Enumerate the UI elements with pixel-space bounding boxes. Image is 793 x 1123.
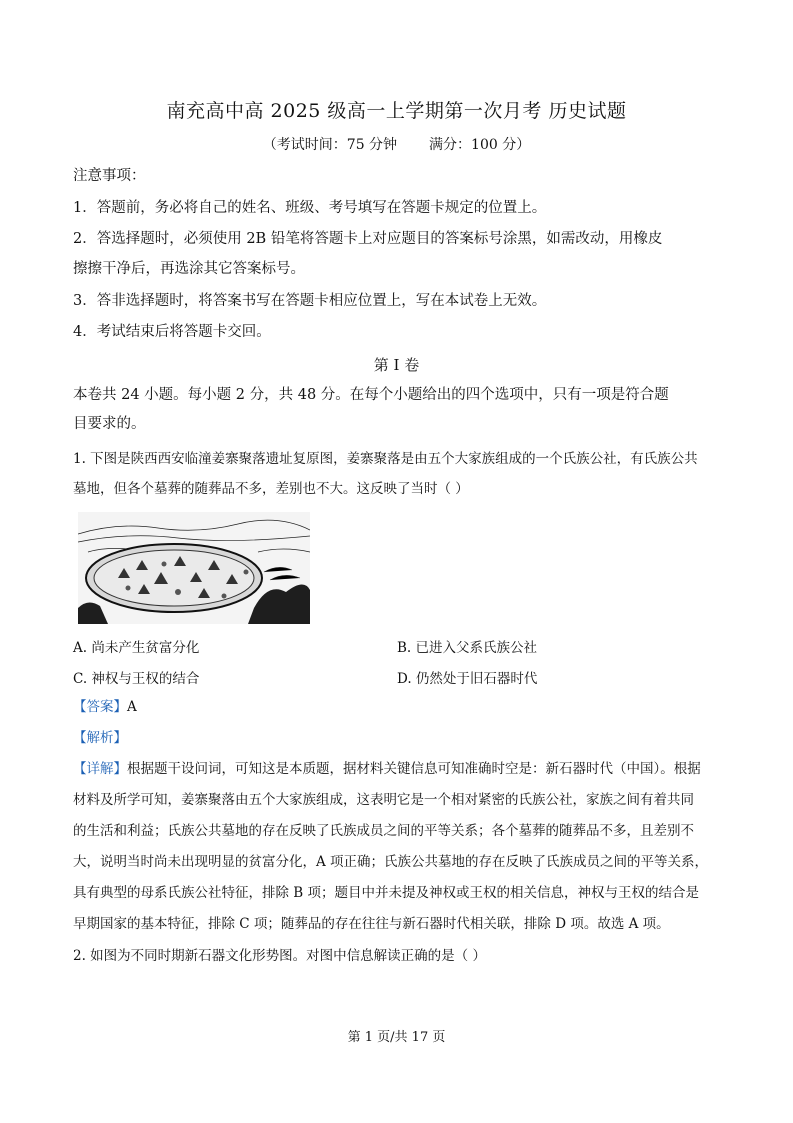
section-title: 第 I 卷 [373, 356, 420, 374]
q1-stem-2: 墓地，但各个墓葬的随葬品不多，差别也不大。这反映了当时（ ） [73, 481, 469, 497]
answer-value: A [127, 699, 137, 715]
q1-option-b: B. 已进入父系氏族公社 [397, 640, 538, 656]
section-intro-2: 目要求的。 [73, 416, 146, 432]
detail-tag: 【详解】 [73, 761, 127, 777]
notice-heading: 注意事项： [73, 168, 146, 184]
q1-detail-6: 早期国家的基本特征，排除 C 项；随葬品的存在往往与新石器时代相关联，排除 D 项。故选 A 项。 [73, 916, 670, 932]
notice-item-1: 1．答题前，务必将自己的姓名、班级、考号填写在答题卡规定的位置上。 [73, 200, 547, 216]
notice-item-3: 3．答非选择题时，将答案书写在答题卡相应位置上，写在本试卷上无效。 [73, 293, 547, 309]
detail-text-1: 根据题干设问词，可知这是本质题，据材料关键信息可知准确时空是：新石器时代（中国）。根据 [127, 761, 701, 777]
exam-subtitle [0, 134, 793, 154]
exam-score: 满分：100 分） [429, 137, 531, 153]
q1-option-a: A. 尚未产生贫富分化 [73, 640, 200, 656]
q1-detail-3: 的生活和利益；氏族公共墓地的存在反映了氏族成员之间的平等关系；各个墓葬的随葬品不多，且差别不 [73, 823, 694, 839]
q1-detail-5: 具有典型的母系氏族公社特征，排除 B 项；题目中并未提及神权或王权的相关信息，神权与王权的结合是 [73, 885, 700, 901]
q1-detail-2: 材料及所学可知，姜寨聚落由五个大家族组成，这表明它是一个相对紧密的氏族公社，家族之间有着共同 [73, 792, 694, 808]
q1-detail-4: 大，说明当时尚未出现明显的贫富分化，A 项正确；氏族公共墓地的存在反映了氏族成员之间的平等关系， [73, 854, 709, 870]
q1-option-d: D. 仍然处于旧石器时代 [397, 671, 538, 687]
q1-stem-1: 1. 下图是陕西西安临潼姜寨聚落遗址复原图，姜寨聚落是由五个大家族组成的一个氏族公社，有氏族公共 [73, 451, 698, 467]
analysis-tag: 【解析】 [73, 730, 127, 746]
q1-detail-1 [73, 759, 701, 779]
exam-time: （考试时间：75 分钟 [262, 137, 398, 153]
notice-item-2: 2．答选择题时，必须使用 2B 铅笔将答题卡上对应题目的答案标号涂黑，如需改动，用橡皮 [73, 231, 663, 247]
page-number: 第 1 页/共 17 页 [347, 1030, 446, 1045]
q2-stem: 2. 如图为不同时期新石器文化形势图。对图中信息解读正确的是（ ） [73, 948, 486, 964]
q1-answer-line [73, 697, 137, 717]
q1-option-c: C. 神权与王权的结合 [73, 671, 200, 687]
notice-item-2-cont: 擦擦干净后，再选涂其它答案标号。 [73, 261, 305, 277]
notice-item-4: 4．考试结束后将答题卡交回。 [73, 324, 271, 340]
jiangzhai-settlement-illustration [78, 512, 310, 624]
answer-tag: 【答案】 [73, 699, 127, 715]
exam-title: 南充高中高 2025 级高一上学期第一次月考 历史试题 [166, 100, 627, 122]
section-intro-1: 本卷共 24 小题。每小题 2 分，共 48 分。在每个小题给出的四个选项中，只有一项是符合题 [73, 387, 669, 403]
q1-analysis-tag [73, 728, 127, 748]
